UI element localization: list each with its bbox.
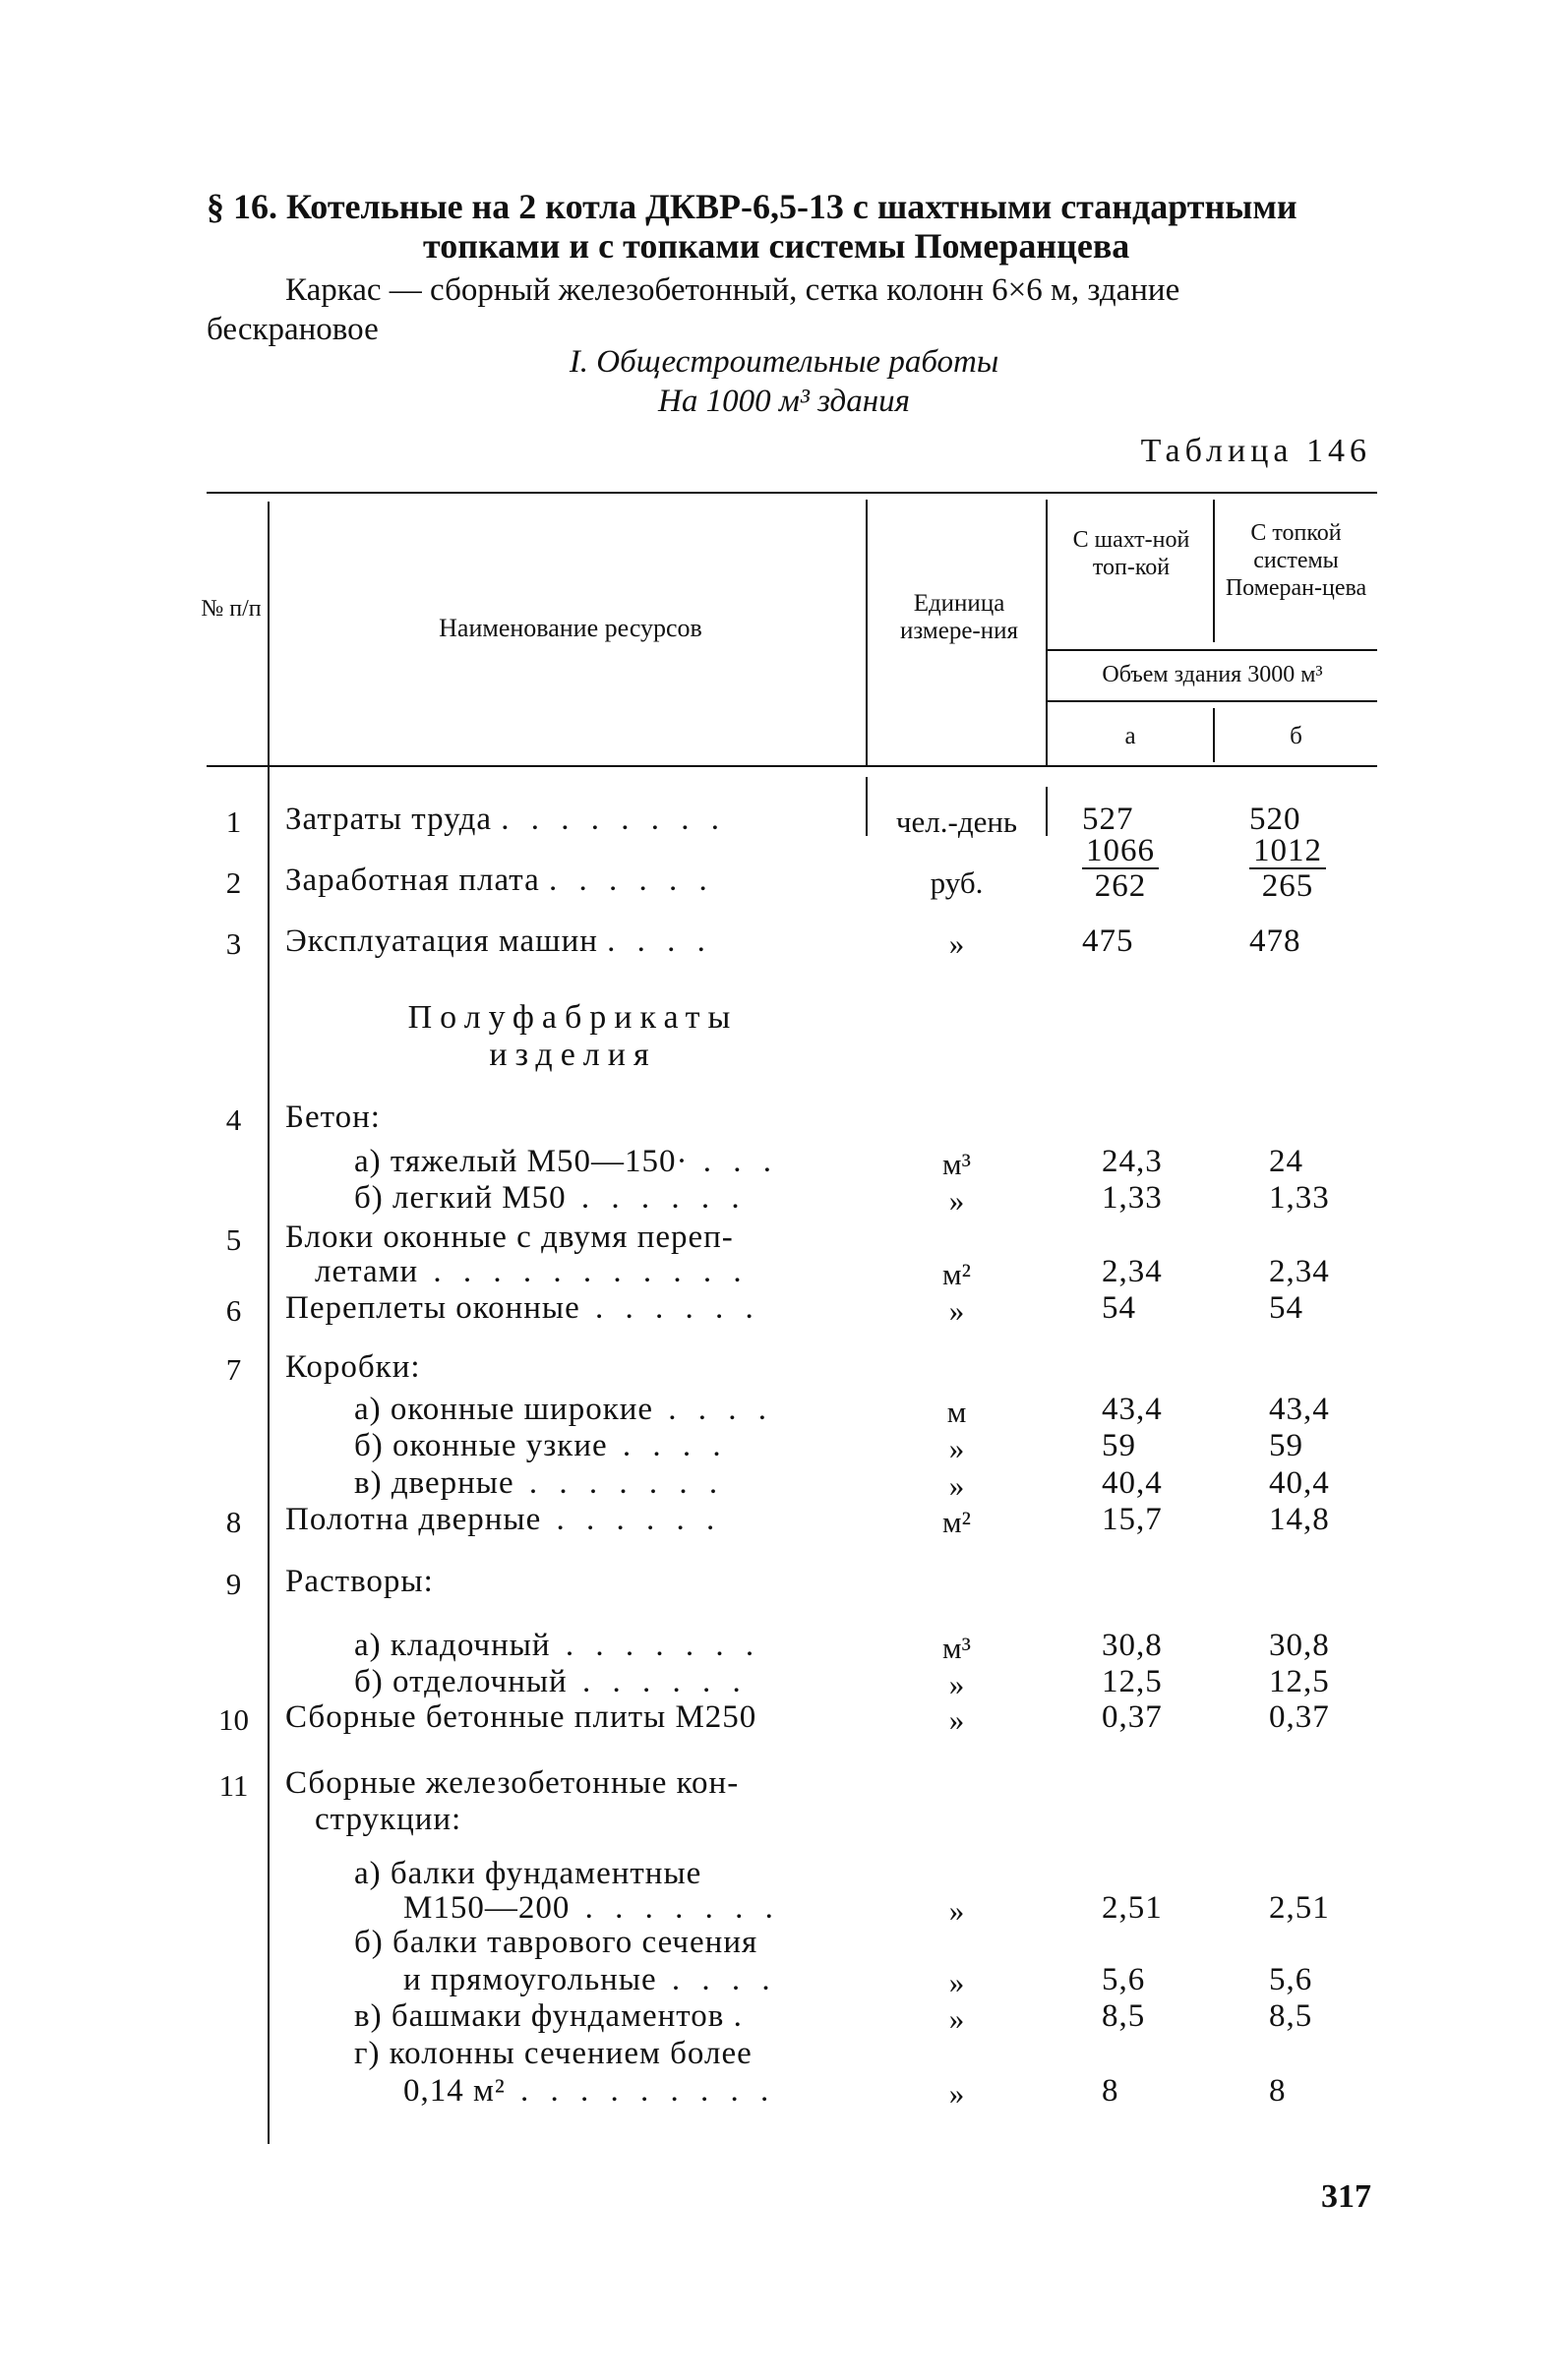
row-value-a: 1,33: [1102, 1180, 1163, 1216]
row-value-b: 5,6: [1269, 1962, 1313, 1997]
volume-top-rule: [1048, 649, 1377, 651]
row-num: 2: [225, 865, 242, 900]
fraction-numerator: 1066: [1082, 834, 1159, 869]
row-value-b: 30,8: [1269, 1628, 1330, 1663]
row-unit: »: [948, 1468, 965, 1503]
heading-line-2: топками и с топками системы Померанцева: [423, 226, 1130, 266]
row-unit: м²: [942, 1257, 971, 1291]
heading-line-1: § 16. Котельные на 2 котла ДКВР-6,5-13 с шахтными стандартными: [207, 187, 1297, 226]
row-unit: м: [946, 1395, 967, 1429]
table-number: Таблица 146: [1140, 433, 1371, 469]
row-unit: »: [948, 1702, 965, 1737]
row-name: а) кладочный . . . . . . .: [354, 1628, 761, 1663]
row-name: 0,14 м² . . . . . . . . .: [403, 2073, 776, 2109]
header-letter-a: а: [1124, 723, 1136, 749]
row-value-a: 0,37: [1102, 1699, 1163, 1735]
row-name: в) дверные . . . . . . .: [354, 1465, 725, 1501]
header-col-a: С шахт-ной топ-кой: [1072, 527, 1190, 580]
row-value-b: 12,5: [1269, 1664, 1330, 1699]
row-value-b: 40,4: [1269, 1465, 1330, 1501]
row-name: и прямоугольные . . . .: [403, 1962, 777, 1997]
row-name: г) колонны сечением более: [354, 2036, 753, 2071]
row-name: Переплеты оконные . . . . . .: [285, 1290, 760, 1326]
row-name: Коробки:: [285, 1349, 421, 1385]
row-num: 9: [225, 1567, 242, 1601]
row-value-b: 2,51: [1269, 1890, 1330, 1926]
row-value-b: 1,33: [1269, 1180, 1330, 1216]
row-value-a: 2,34: [1102, 1254, 1163, 1289]
row-name: в) башмаки фундаментов .: [354, 1998, 743, 2034]
row-value-a: 8: [1102, 2073, 1119, 2109]
row-value-b: 14,8: [1269, 1502, 1330, 1537]
row-value-b: 8: [1269, 2073, 1287, 2109]
row-value-b: 24: [1269, 1144, 1303, 1179]
volume-bottom-rule: [1048, 700, 1377, 702]
row-name: Заработная плата . . . . . .: [285, 863, 714, 898]
row-unit: м³: [942, 1631, 971, 1665]
row-unit: »: [948, 1893, 965, 1928]
row-value-b: 54: [1269, 1290, 1303, 1326]
header-volume: Объем здания 3000 м³: [1102, 662, 1323, 687]
row-unit: м³: [942, 1147, 971, 1181]
row-value-b-fraction: [1249, 834, 1412, 905]
header-col-b: С топкой системы Померан-цева: [1225, 520, 1367, 601]
row-num: 3: [225, 926, 242, 961]
row-name: Бетон:: [285, 1100, 381, 1135]
row-unit: »: [948, 2001, 965, 2036]
row-name: Сборные железобетонные кон-: [285, 1765, 740, 1801]
row-name: б) легкий М50 . . . . . .: [354, 1180, 747, 1216]
row-name: а) оконные широкие . . . .: [354, 1392, 774, 1427]
fraction-denominator: 262: [1094, 868, 1147, 904]
row-value-b: 478: [1249, 923, 1301, 959]
row-num: 5: [225, 1222, 242, 1257]
header-unit: Единица измере-ния: [900, 590, 1018, 644]
part-subtitle: На 1000 м³ здания: [658, 384, 910, 419]
row-value-a-fraction: [1082, 834, 1249, 905]
row-name: Затраты труда . . . . . . . .: [285, 802, 727, 837]
row-unit: »: [948, 1667, 965, 1701]
row-value-a: 54: [1102, 1290, 1136, 1326]
row-unit: »: [948, 1431, 965, 1465]
row-num: 6: [225, 1293, 242, 1328]
part-title: I. Общестроительные работы: [569, 344, 999, 380]
row-num: 7: [225, 1352, 242, 1387]
row-unit: м²: [942, 1505, 971, 1539]
row-value-b: 0,37: [1269, 1699, 1330, 1735]
row-value-b: 59: [1269, 1428, 1303, 1463]
fraction-denominator: 265: [1261, 868, 1314, 904]
row-value-b: 520: [1249, 802, 1301, 837]
section-heading: [207, 187, 1377, 266]
header-name: Наименование ресурсов: [439, 614, 702, 642]
row-value-a: 15,7: [1102, 1502, 1163, 1537]
row-name: М150—200 . . . . . . .: [403, 1890, 780, 1926]
row-unit: чел.-день: [895, 804, 1018, 839]
frame-description: [207, 270, 1377, 349]
row-unit: руб.: [930, 865, 984, 900]
row-num: 4: [225, 1102, 242, 1137]
row-value-a: 59: [1102, 1428, 1136, 1463]
row-value-b: 8,5: [1269, 1998, 1313, 2034]
row-value-a: 24,3: [1102, 1144, 1163, 1179]
row-value-a: 527: [1082, 802, 1134, 837]
row-unit: »: [948, 1965, 965, 1999]
row-value-a: 5,6: [1102, 1962, 1146, 1997]
page-number: 317: [1321, 2178, 1371, 2215]
header-bottom-rule: [207, 765, 1377, 767]
row-name: Сборные бетонные плиты М250: [285, 1699, 757, 1735]
row-num: 10: [218, 1702, 249, 1737]
row-value-a: 40,4: [1102, 1465, 1163, 1501]
row-name: Полотна дверные . . . . . .: [285, 1502, 722, 1537]
row-name: Блоки оконные с двумя переп-: [285, 1220, 734, 1255]
row-value-a: 8,5: [1102, 1998, 1146, 2034]
row-value-a: 475: [1082, 923, 1134, 959]
row-unit: »: [948, 1183, 965, 1218]
row-num: 8: [225, 1505, 242, 1539]
col-rule-unit-header: [866, 500, 868, 765]
row-value-a: 30,8: [1102, 1628, 1163, 1663]
row-unit: »: [948, 926, 965, 961]
section-title-line-1: Полуфабрикаты: [407, 999, 739, 1036]
col-rule-b-header: [1213, 500, 1215, 642]
row-name: Растворы:: [285, 1564, 434, 1599]
row-value-a: 12,5: [1102, 1664, 1163, 1699]
row-num: 1: [225, 804, 242, 839]
row-name: б) оконные узкие . . . .: [354, 1428, 728, 1463]
row-num: 11: [218, 1768, 249, 1803]
table-top-rule: [207, 492, 1377, 494]
row-name: летами . . . . . . . . . . .: [315, 1254, 749, 1289]
header-num: № п/п: [201, 596, 262, 622]
row-value-a: 43,4: [1102, 1392, 1163, 1427]
row-name: Эксплуатация машин . . . .: [285, 923, 712, 959]
row-unit: »: [948, 1293, 965, 1328]
row-value-b: 43,4: [1269, 1392, 1330, 1427]
row-name: а) тяжелый М50—150· . . .: [354, 1144, 778, 1179]
frame-line-2: бескрановое: [207, 312, 379, 347]
row-name: б) балки таврового сечения: [354, 1925, 758, 1960]
row-value-b: 2,34: [1269, 1254, 1330, 1289]
row-value-a: 2,51: [1102, 1890, 1163, 1926]
row-name: струкции:: [315, 1802, 462, 1837]
row-name: а) балки фундаментные: [354, 1856, 702, 1891]
row-name: б) отделочный . . . . . .: [354, 1664, 748, 1699]
section-title-line-2: изделия: [489, 1037, 657, 1073]
fraction-numerator: 1012: [1249, 834, 1326, 869]
frame-line-1: Каркас — сборный железобетонный, сетка колонн 6×6 м, здание: [285, 272, 1180, 308]
row-unit: »: [948, 2076, 965, 2111]
header-letter-b: б: [1290, 723, 1302, 749]
